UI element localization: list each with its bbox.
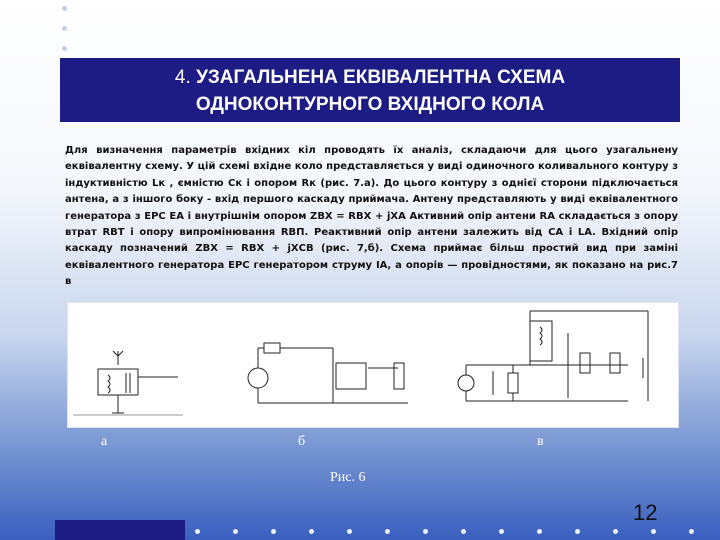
figure-label-b: б <box>298 434 306 449</box>
title-line-2: ОДНОКОНТУРНОГО ВХІДНОГО КОЛА <box>195 94 545 115</box>
figure-caption: Рис. 6 <box>330 470 366 485</box>
page-number: 12 <box>633 500 658 525</box>
title-line-1: УЗАГАЛЬНЕНА ЕКВІВАЛЕНТНА СХЕМА <box>196 67 566 88</box>
body-paragraph: Для визначення параметрів вхідних кіл проводять їх аналіз, складаючи для цього узагальнену еквівалентну схему. У цій схемі вхідне коло представляється у виді одиночного коливального контуру з індуктивністю Lк , ємністю Cк і опором Rк (рис. 7.а). До цього контуру з однієї сторони підключається антена, а з іншого боку - вхід першого каскаду приймача. Антену представляють у виді еквівалентного генератора з ЕРС EА і внутрішнім опором ZВХ = RВХ + jXА Активний опір антени RА складається з опору втрат RВТ і опору випромінювання RВП. Реактивний опір антени залежить від CА і LА. Вхідний опір каскаду позначений ZВХ = RВХ + jXСВ (рис. 7,б). Схема приймає більш простий вид при заміні еквівалентного генератора ЕРС генератором струму IА, а опорів — провідностями, як показано на рис.7 в <box>65 145 678 288</box>
figure-label-a: а <box>101 434 108 449</box>
decorative-dots-horizontal <box>195 529 715 537</box>
figure-label-c: в <box>537 434 544 449</box>
slide-title <box>60 58 680 122</box>
decorative-dots-vertical <box>60 6 70 66</box>
circuit-figure <box>67 302 679 428</box>
circuit-diagrams-drawing <box>68 303 678 427</box>
title-number: 4. <box>174 67 191 88</box>
bottom-accent-bar <box>55 520 185 540</box>
